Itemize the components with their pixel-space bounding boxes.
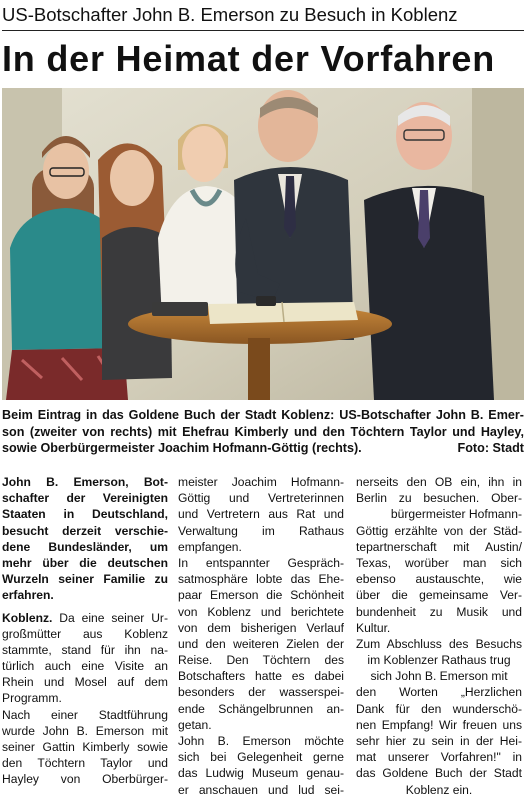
body-line: Göttig und Vertreterinnen xyxy=(178,491,344,506)
lead-line: mehr über die deutschen xyxy=(2,555,168,570)
body-line: Rhein und Mosel auf dem xyxy=(2,675,168,690)
body-line: sich John B. Emerson mit xyxy=(370,669,508,684)
body-line xyxy=(2,610,168,626)
body-line: Texas, worüber man sich xyxy=(356,555,522,570)
body-line: nen Empfang! Wir freuen uns xyxy=(356,717,522,732)
body-line: In entspannter Gespräch- xyxy=(178,555,344,570)
body-line: den Worten „Herzlichen xyxy=(356,685,522,700)
body-line: das Ludwig Museum genau- xyxy=(178,766,344,781)
article-column-2 xyxy=(178,474,344,798)
body-line: Reise. Den Töchtern des xyxy=(178,653,344,668)
body-line: getan. xyxy=(178,717,212,732)
body-line: stammte, stand für ihn na- xyxy=(2,642,168,657)
article-column-3 xyxy=(356,474,522,798)
lead-line: erfahren. xyxy=(2,588,54,603)
lead-line: Staaten in Deutschland, xyxy=(2,507,168,522)
caption-line-text: sowie Oberbürgermeister Joachim Hofmann-Göttig (rechts). xyxy=(2,441,362,455)
body-line: Göttig erzählte von der Städ- xyxy=(356,523,522,538)
body-line: nerseits den OB ein, ihn in xyxy=(356,475,522,489)
body-line-text: Da eine seiner Ur- xyxy=(52,610,168,625)
body-line: Programm. xyxy=(2,691,62,706)
article-kicker: US-Botschafter John B. Emerson zu Besuch in Koblenz xyxy=(2,4,458,25)
body-line: ebenso austauschte, wie xyxy=(356,572,522,587)
body-line: und Vertretern aus Rat und xyxy=(178,507,344,522)
body-line: Hayley von Oberbürger- xyxy=(2,772,168,787)
kicker-divider xyxy=(2,30,524,31)
body-line: wurde John B. Emerson mit xyxy=(2,723,168,738)
body-line: Kultur. xyxy=(356,620,391,635)
body-line: seiner Gattin Kimberly sowie xyxy=(2,740,168,754)
body-line: von Koblenz und berichtete xyxy=(178,604,344,619)
body-line: das Goldene Buch der Stadt xyxy=(356,766,522,781)
caption-line: son (zweiter von rechts) mit Ehefrau Kimberly und den Töchtern Taylor und Hayley, xyxy=(2,424,524,439)
body-line: im Koblenzer Rathaus trug xyxy=(367,653,511,668)
body-line: bundenheit zu Musik und xyxy=(356,604,522,619)
body-line: Verwaltung im Rathaus xyxy=(178,523,344,538)
body-line: meister Joachim Hofmann- xyxy=(178,475,344,489)
body-line: sich bei Gelegenheit gerne xyxy=(178,750,344,765)
body-line: über die gemeinsame Ver- xyxy=(356,588,522,603)
lead-line: dene Bundesländer, um xyxy=(2,539,168,554)
body-line: ende Schängelbrunnen an- xyxy=(178,701,344,716)
lead-line: John B. Emerson, Bot- xyxy=(2,475,168,489)
lead-line: besucht derzeit verschie- xyxy=(2,523,168,538)
photo-caption xyxy=(2,407,524,457)
article-photo xyxy=(2,88,524,400)
body-line: John B. Emerson möchte xyxy=(178,734,344,748)
body-line: Zum Abschluss des Besuchs xyxy=(356,636,522,651)
body-line: bürgermeister Hofmann- xyxy=(390,507,522,522)
article-column-1 xyxy=(2,474,168,788)
body-line: mat unserer Vorfahren!" in xyxy=(356,750,522,765)
caption-line: Beim Eintrag in das Goldene Buch der Stadt Koblenz: US-Botschafter John B. Emer- xyxy=(2,408,524,422)
body-line: Botschafters hatte es dabei xyxy=(178,669,344,684)
body-line: großmütter aus Koblenz xyxy=(2,626,168,641)
body-line: er anschauen und lud sei- xyxy=(178,782,344,797)
body-line: und den weiteren Zielen der xyxy=(178,636,344,651)
lead-line: Wurzeln seiner Familie zu xyxy=(2,572,168,587)
body-line: von dem bisherigen Verlauf xyxy=(178,620,344,635)
body-line: türlich auch eine Visite an xyxy=(2,659,168,674)
body-line: den Töchtern Taylor und xyxy=(2,756,168,771)
body-line: tepartnerschaft mit Austin/ xyxy=(356,539,522,554)
body-line: paar Emerson die Schönheit xyxy=(178,588,344,603)
body-line: Koblenz ein. xyxy=(405,782,473,797)
caption-line xyxy=(2,440,524,457)
body-line: satmosphäre lobte das Ehe- xyxy=(178,572,344,587)
body-line: Dank für den wunderschö- xyxy=(356,701,522,716)
body-line: empfangen. xyxy=(178,539,242,554)
lead-line: schafter der Vereinigten xyxy=(2,491,168,506)
article-headline: In der Heimat der Vorfahren xyxy=(2,38,496,79)
body-line: besonders der wasserspei- xyxy=(178,685,344,700)
dateline: Koblenz. xyxy=(2,610,53,625)
body-line: Berlin zu besuchen. Ober- xyxy=(356,491,522,506)
photo-credit: Foto: Stadt xyxy=(457,441,524,455)
body-line: Nach einer Stadtführung xyxy=(2,707,168,722)
body-line: sehr hier zu sein in der Hei- xyxy=(356,734,522,748)
